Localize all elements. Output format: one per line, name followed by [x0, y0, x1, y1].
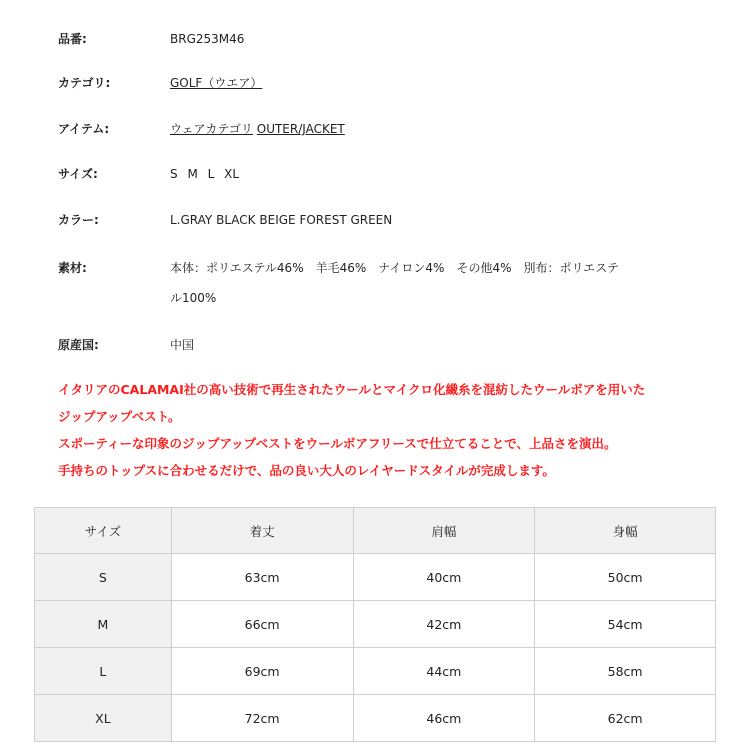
- table-cell: 40cm: [353, 554, 535, 601]
- spec-label: カラー:: [58, 213, 99, 227]
- table-row: [35, 695, 716, 742]
- spec-label: アイテム:: [58, 122, 110, 136]
- wear-category-link[interactable]: ウェアカテゴリ: [170, 122, 253, 136]
- table-cell: 72cm: [171, 695, 353, 742]
- product-description: [58, 376, 718, 484]
- table-cell: 63cm: [171, 554, 353, 601]
- table-cell: 58cm: [535, 648, 716, 695]
- color-value: L.GRAY: [170, 213, 213, 227]
- description-line: ジップアップベスト。: [58, 409, 181, 424]
- size-value: M: [187, 167, 198, 181]
- column-header: サイズ: [35, 508, 172, 554]
- column-header: 肩幅: [353, 508, 535, 554]
- spec-value: BRG253M46: [170, 32, 245, 46]
- material-line: 本体：ポリエステル46% 羊毛46% ナイロン4% その他4% 別布：ポリエステ: [170, 261, 620, 275]
- table-row: [35, 554, 716, 601]
- column-header: 身幅: [535, 508, 716, 554]
- table-row: [35, 601, 716, 648]
- spec-label: 品番:: [58, 32, 87, 46]
- table-cell: M: [35, 601, 172, 648]
- spec-label: サイズ:: [58, 167, 98, 181]
- table-cell: 44cm: [353, 648, 535, 695]
- color-value: BEIGE: [259, 213, 296, 227]
- size-value: XL: [224, 167, 240, 181]
- outer-jacket-link[interactable]: OUTER/JACKET: [256, 122, 345, 136]
- size-value: L: [207, 167, 215, 181]
- color-value: BLACK: [216, 213, 256, 227]
- table-cell: L: [35, 648, 172, 695]
- spec-label: 素材:: [58, 261, 87, 275]
- description-line: 手持ちのトップスに合わせるだけで、品の良い大人のレイヤードスタイルが完成します。: [58, 463, 555, 478]
- table-row: [35, 648, 716, 695]
- table-cell: 66cm: [171, 601, 353, 648]
- table-cell: 62cm: [535, 695, 716, 742]
- table-cell: XL: [35, 695, 172, 742]
- column-header: 着丈: [171, 508, 353, 554]
- spec-label: 原産国:: [58, 338, 99, 352]
- table-cell: S: [35, 554, 172, 601]
- spec-label: カテゴリ:: [58, 76, 111, 90]
- color-value: FOREST GREEN: [299, 213, 393, 227]
- size-chart-table: [34, 507, 716, 742]
- table-header-row: [35, 508, 716, 554]
- table-cell: 54cm: [535, 601, 716, 648]
- description-line: イタリアのCALAMAI社の高い技術で再生されたウールとマイクロ化繊糸を混紡したウールボアを用いた: [58, 382, 646, 397]
- table-cell: 42cm: [353, 601, 535, 648]
- table-cell: 69cm: [171, 648, 353, 695]
- material-line: ル100%: [170, 291, 217, 305]
- size-value: S: [170, 167, 178, 181]
- table-cell: 50cm: [535, 554, 716, 601]
- description-line: スポーティーな印象のジップアップベストをウールボアフリースで仕立てることで、上品さを演出。: [58, 436, 617, 451]
- table-cell: 46cm: [353, 695, 535, 742]
- category-link[interactable]: GOLF（ウエア）: [170, 76, 263, 90]
- spec-value: 中国: [170, 338, 195, 352]
